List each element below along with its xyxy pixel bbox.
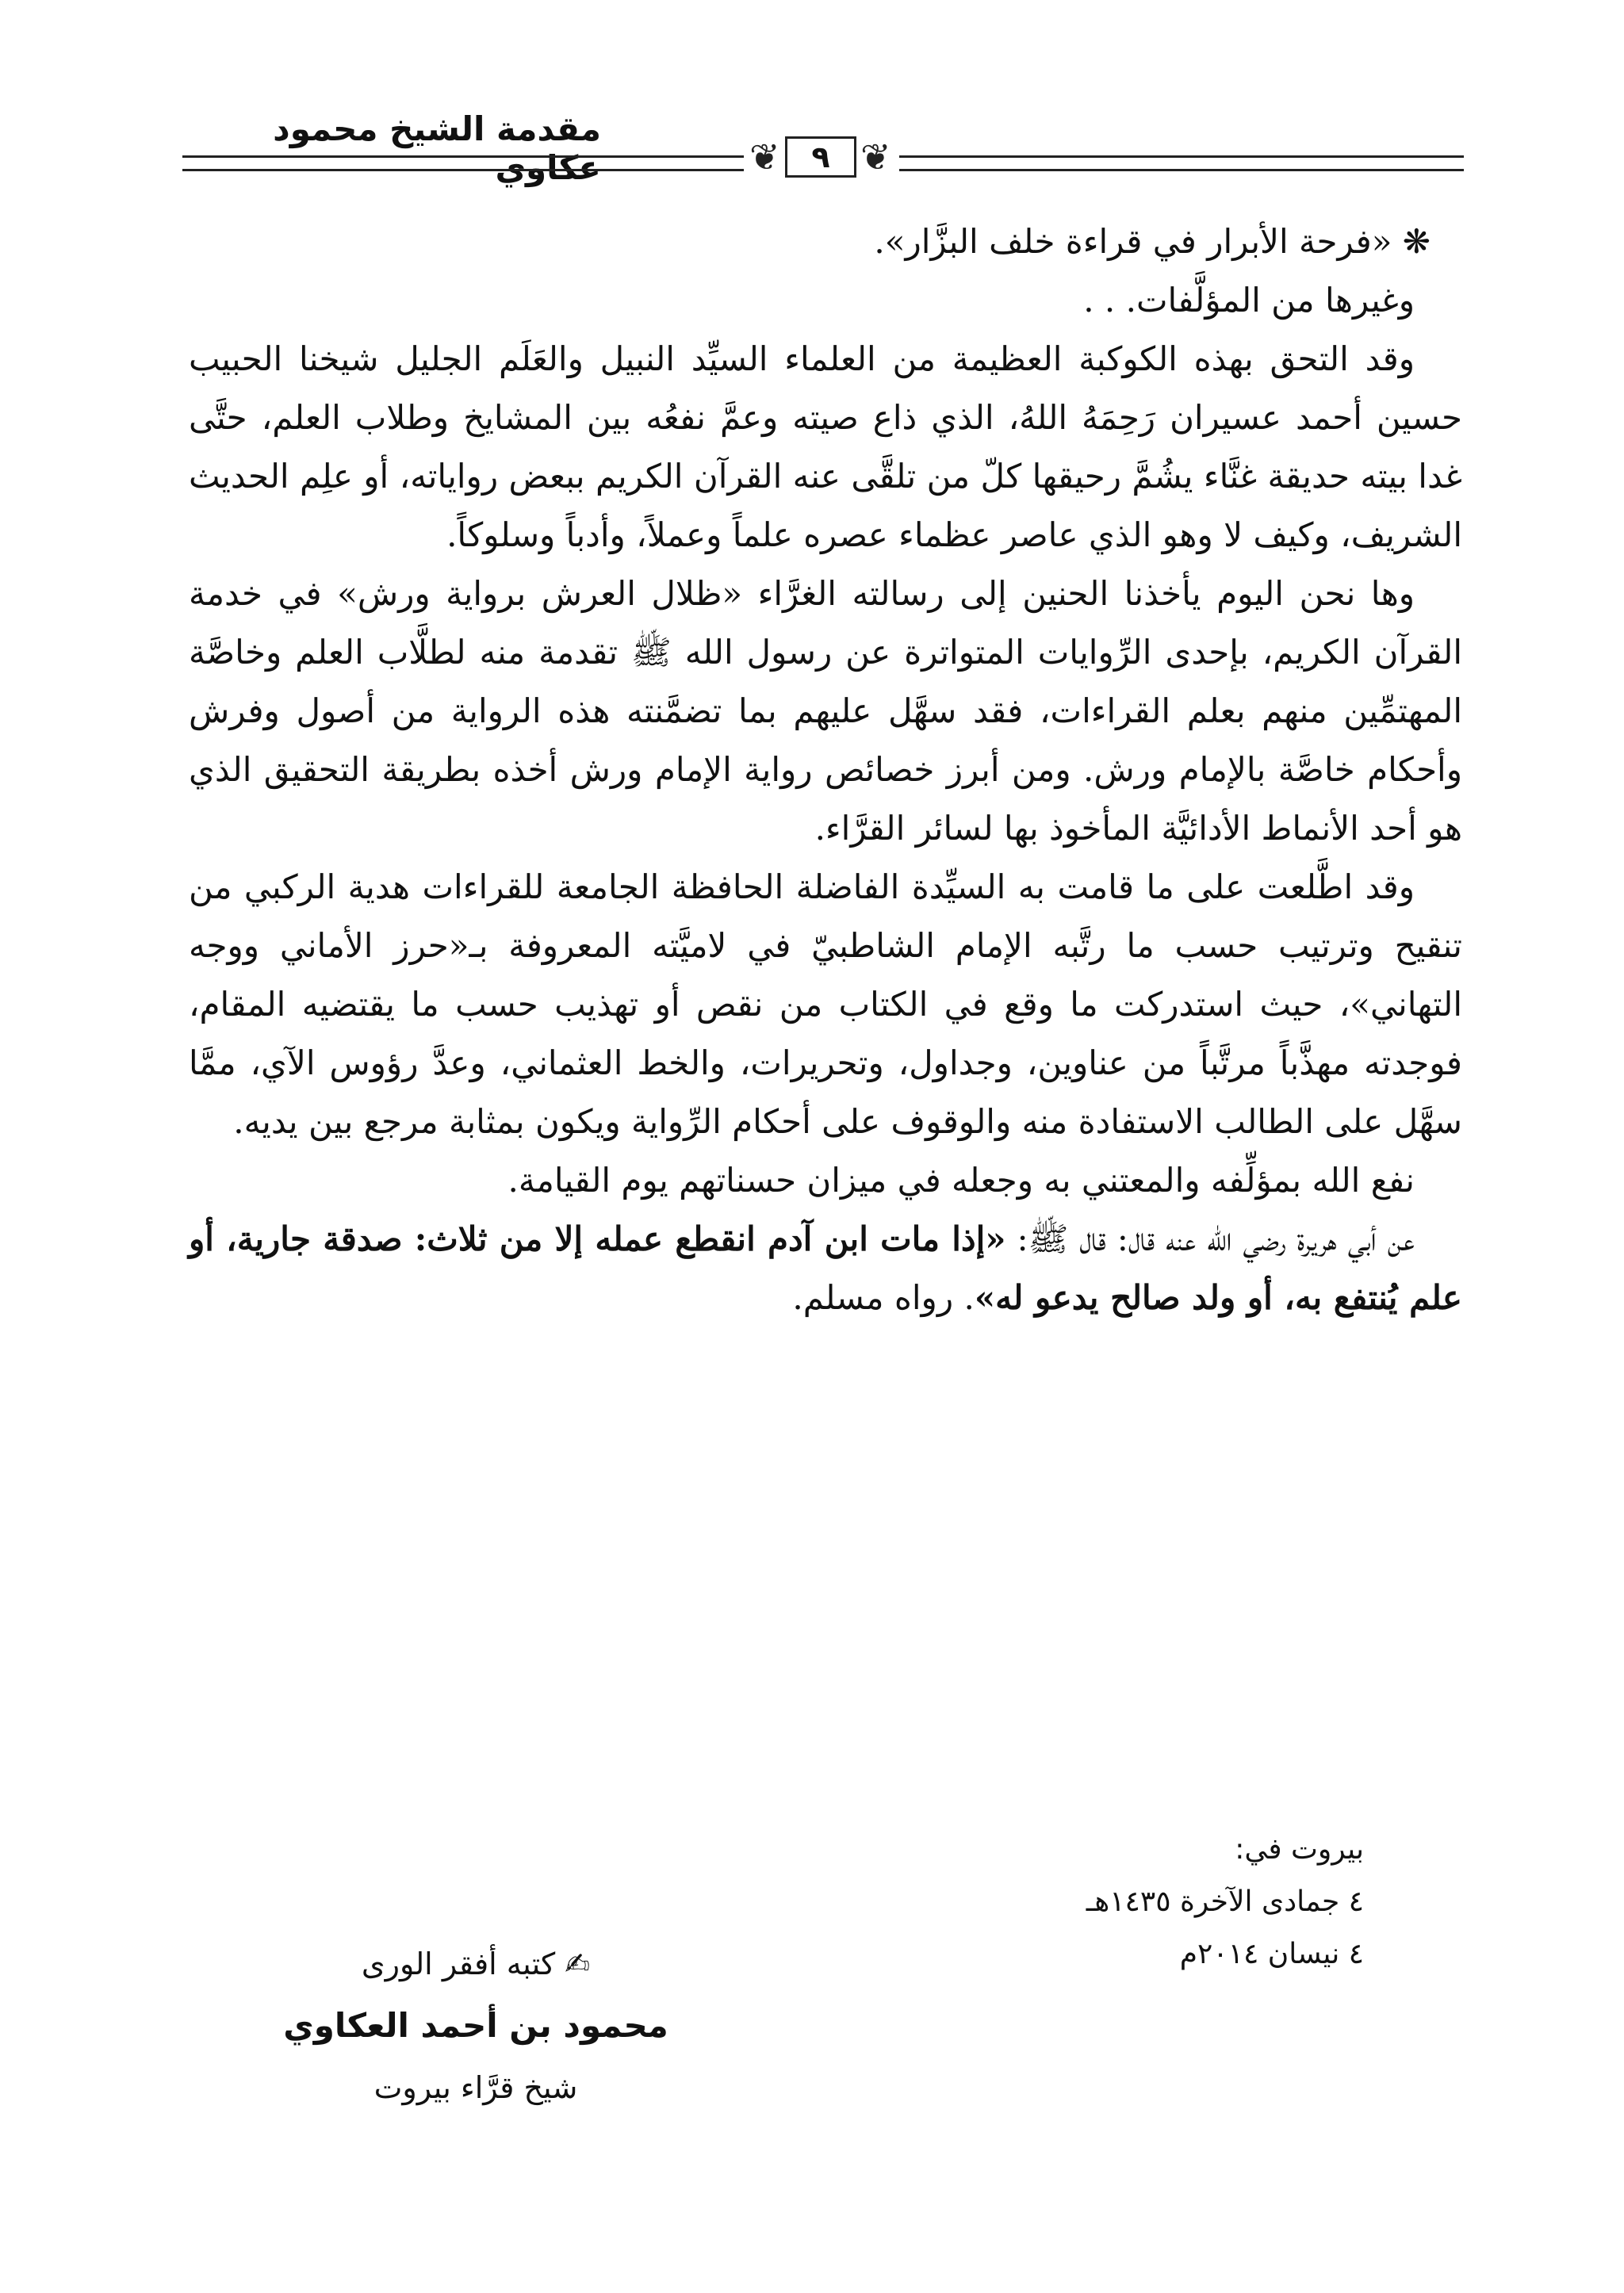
- bullet-text: «فرحة الأبرار في قراءة خلف البزَّار».: [874, 222, 1392, 261]
- header-rule-left: [182, 155, 744, 171]
- paragraph-prayer: نفع الله بمؤلِّفه والمعتني به وجعله في ميزان حسناتهم يوم القيامة.: [508, 1161, 1415, 1200]
- paragraph-other-works: وغيرها من المؤلَّفات. . .: [1083, 281, 1415, 320]
- ornament-left-icon: ❦: [749, 136, 780, 178]
- header-rule-right: [899, 155, 1464, 171]
- page-number: ٩: [785, 136, 856, 178]
- signature-date-gregorian: ٤ نيسان ٢٠١٤م: [1179, 1938, 1364, 1970]
- ornament-right-icon: ❦: [860, 136, 891, 178]
- paragraph-book: وها نحن اليوم يأخذنا الحنين إلى رسالته الغرَّاء «ظلال العرش برواية ورش» في خدمة القرآن الكريم، بإحدى الرِّوايات المتواترة عن رسول الله ﷺ تقدمة منه لطلَّاب العلم وخاصَّة المهتمِّين منهم بعلم القراءات، فقد سهَّل عليهم بما تضمَّنته هذه الرواية من أصول وفرش وأحكام خاصَّة بالإمام ورش. ومن أبرز خصائص رواية الإمام ورش أخذه بطريقة التحقيق الذي هو أحد الأنماط الأدائيَّة المأخوذ بها لسائر القرَّاء.: [189, 574, 1462, 848]
- running-header-title: مقدمة الشيخ محمود عكاوي: [273, 109, 601, 187]
- signature-author-title: شيخ قرَّاء بيروت: [373, 2070, 578, 2105]
- paragraph-editor: وقد اطَّلعت على ما قامت به السيِّدة الفاضلة الحافظة الجامعة للقراءات هدية الركبي من تنقيح وترتيب حسب ما رتَّبه الإمام الشاطبيّ في لاميَّته المعروفة بـ«حرز الأماني ووجه التهاني»، حيث استدركت ما وقع في الكتاب من نقص أو تهذيب حسب ما يقتضيه المقام، فوجدته مهذَّباً مرتَّباً من عناوين، وجداول، وتحريرات، والخط العثماني، وعدَّ رؤوس الآي، ممَّا سهَّل على الطالب الاستفادة منه والوقوف على أحكام الرِّواية ويكون بمثابة مرجع بين يديه.: [189, 867, 1463, 1141]
- signature-written-by: ✍ كتبه أفقر الورى: [361, 1947, 591, 1981]
- paragraph-teacher: وقد التحق بهذه الكوكبة العظيمة من العلماء السيِّد النبيل والعَلَم الجليل شيخنا الحبيب حسين أحمد عسيران رَحِمَهُ اللهُ، الذي ذاع صيته وعمَّ نفعُه بين المشايخ وطلاب العلم، حتَّى غدا بيته حديقة غنَّاء يشُمَّ رحيقها كلّ من تلقَّى عنه القرآن الكريم ببعض رواياته، أو علِم الحديث الشريف، وكيف لا وهو الذي عاصر عظماء عصره علماً وعملاً، وأدباً وسلوكاً.: [189, 339, 1462, 554]
- bullet-item: [189, 212, 1462, 271]
- signature-author: [238, 1933, 714, 2119]
- signature-author-name: محمود بن أحمد العكاوي: [283, 2006, 668, 2045]
- hadith-source: . رواه مسلم.: [792, 1278, 975, 1317]
- bullet-icon: ❋: [1402, 222, 1431, 261]
- signature-location: [952, 1824, 1364, 1981]
- paragraph-hadith: [189, 1210, 1462, 1327]
- body-text: [189, 212, 1462, 1327]
- hadith-intro: عن أبي هريرة رضي الله عنه قال: قال ﷺ:: [1005, 1219, 1415, 1258]
- signature-date-hijri: ٤ جمادى الآخرة ١٤٣٥هـ: [1086, 1885, 1364, 1918]
- signature-place: بيروت في:: [1235, 1833, 1364, 1866]
- hadith-text: «إذا مات ابن آدم انقطع عمله إلا من ثلاث: صدقة جارية، أو علم يُنتفع به، أو ولد صالح يدعو له»: [189, 1219, 1462, 1317]
